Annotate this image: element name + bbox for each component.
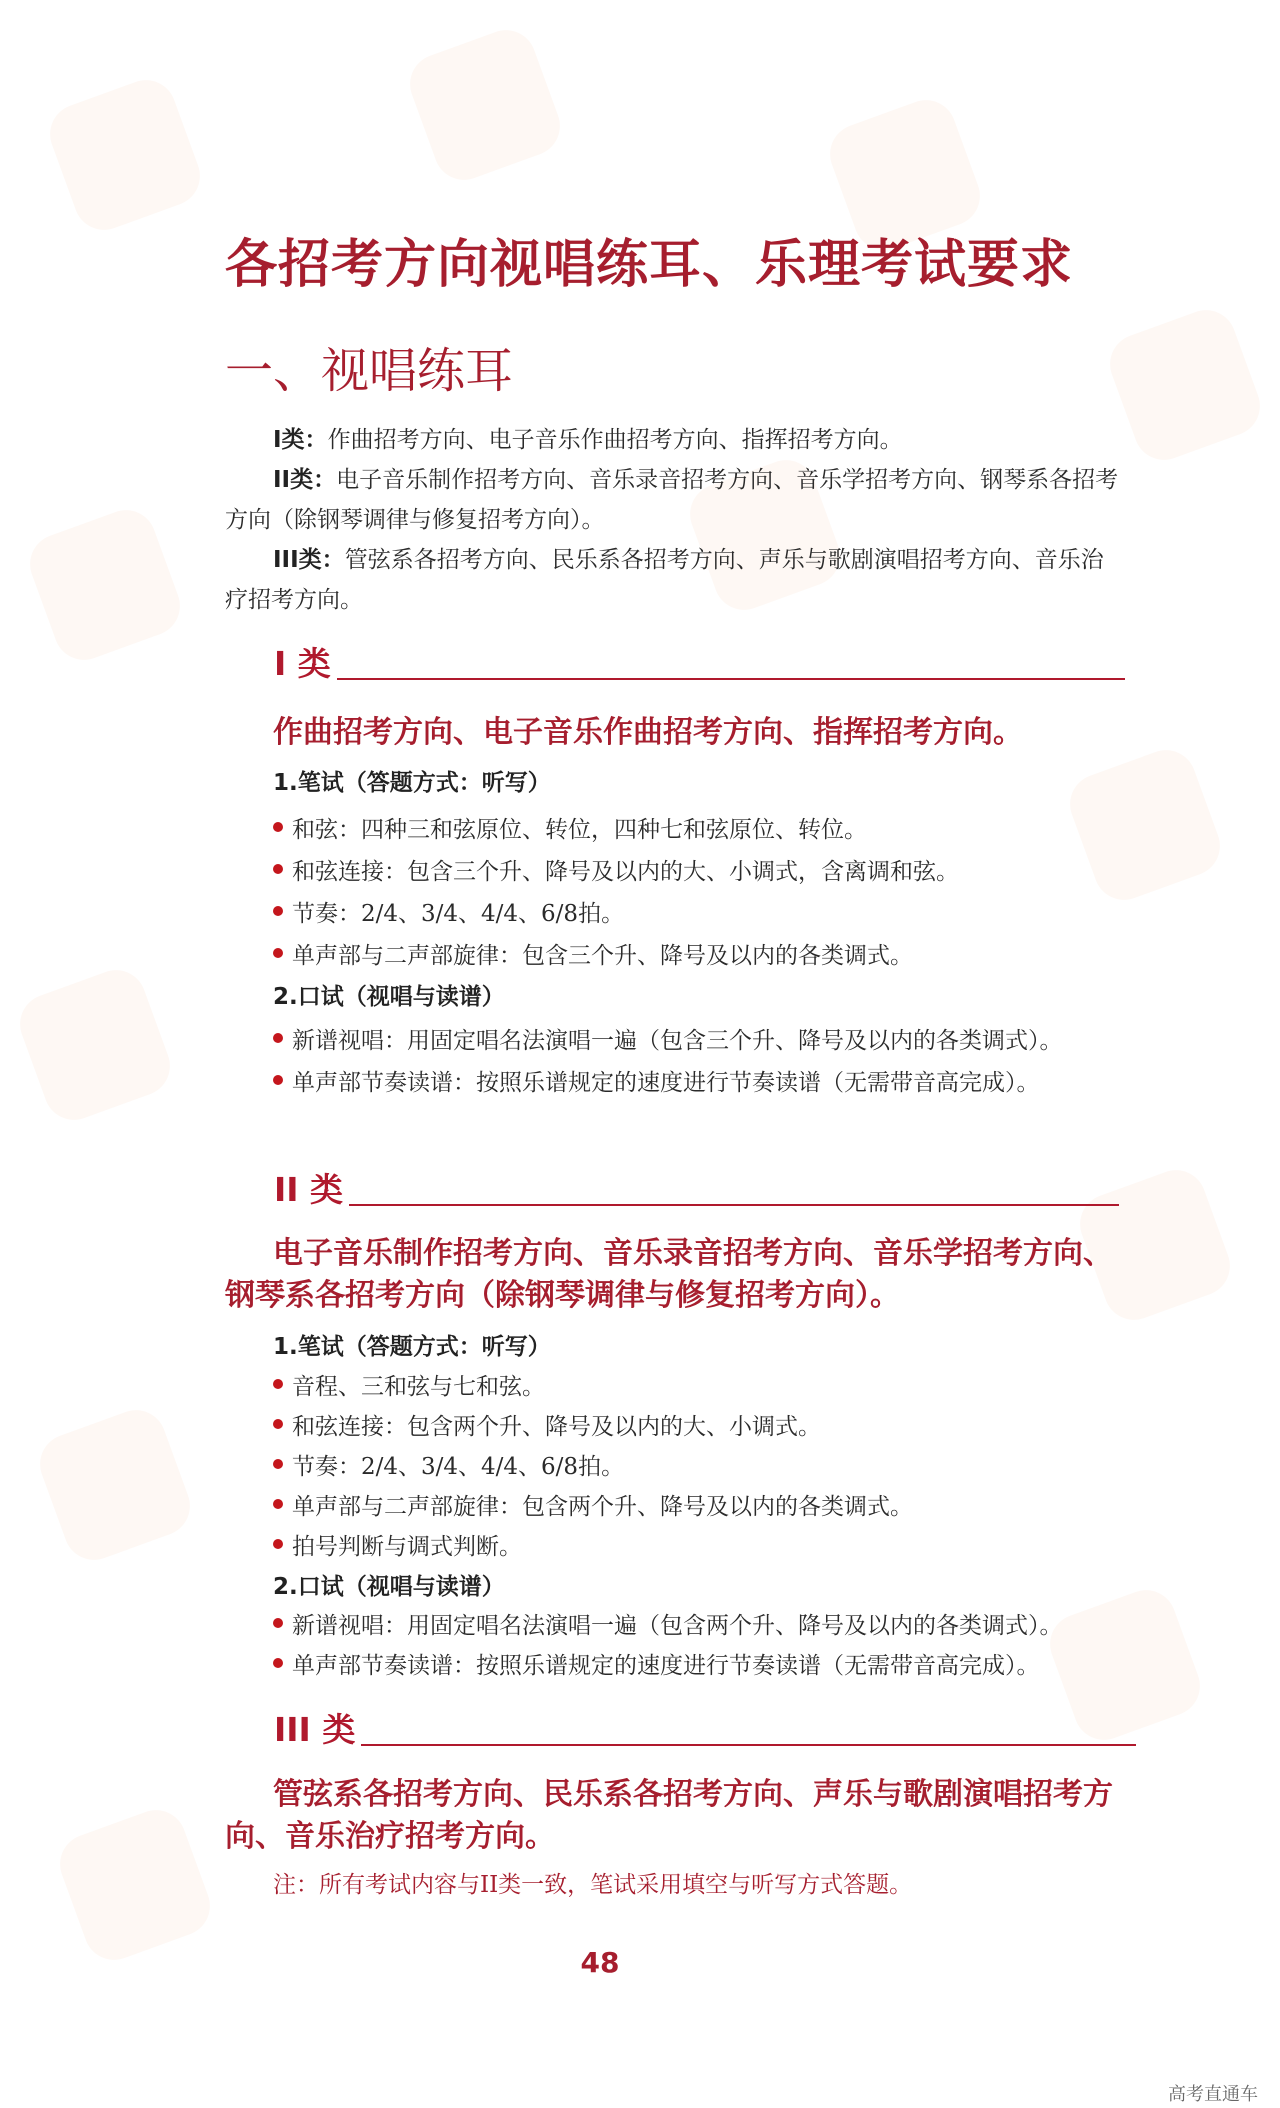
category-1-header	[274, 644, 1125, 684]
list-item: 新谱视唱：用固定唱名法演唱一遍（包含三个升、降号及以内的各类调式）。	[273, 1017, 1063, 1059]
divider	[361, 1744, 1136, 1746]
list-item: 和弦：四种三和弦原位、转位，四种七和弦原位、转位。	[273, 806, 959, 848]
bullet-icon	[273, 1459, 283, 1469]
bullet-icon	[273, 822, 283, 832]
bullet-icon	[273, 906, 283, 916]
category-label: II 类	[274, 1170, 344, 1209]
bullet-icon	[273, 1419, 283, 1429]
oral-exam-title: 2.口试（视唱与读谱）	[273, 984, 505, 1010]
category-intro	[225, 420, 1125, 620]
bullet-icon	[273, 864, 283, 874]
intro-item: II类：电子音乐制作招考方向、音乐录音招考方向、音乐学招考方向、钢琴系各招考方向（除钢琴调律与修复招考方向）。	[225, 467, 1119, 533]
page-number: 48	[580, 1946, 620, 1979]
bullet-icon	[273, 1033, 283, 1043]
list-item: 和弦连接：包含三个升、降号及以内的大、小调式，含离调和弦。	[273, 848, 959, 890]
list-item: 音程、三和弦与七和弦。	[273, 1364, 913, 1404]
list-item: 单声部节奏读谱：按照乐谱规定的速度进行节奏读谱（无需带音高完成）。	[273, 1643, 1063, 1683]
oral-exam-title: 2.口试（视唱与读谱）	[273, 1574, 505, 1600]
list-item: 拍号判断与调式判断。	[273, 1524, 913, 1564]
oral-exam-list	[273, 1017, 1063, 1101]
written-exam-list	[273, 806, 959, 974]
written-exam-title: 1.笔试（答题方式：听写）	[273, 770, 551, 796]
intro-item: I类：作曲招考方向、电子音乐作曲招考方向、指挥招考方向。	[273, 427, 903, 453]
category-heading: 作曲招考方向、电子音乐作曲招考方向、指挥招考方向。	[273, 715, 1023, 750]
bullet-icon	[273, 1539, 283, 1549]
bullet-icon	[273, 948, 283, 958]
footnote: 注：所有考试内容与II类一致，笔试采用填空与听写方式答题。	[273, 1872, 913, 1898]
bullet-icon	[273, 1379, 283, 1389]
bullet-icon	[273, 1075, 283, 1085]
divider	[349, 1204, 1119, 1206]
written-exam-title: 1.笔试（答题方式：听写）	[273, 1334, 551, 1360]
bullet-icon	[273, 1499, 283, 1509]
category-2-header	[274, 1170, 1119, 1210]
watermark-label: 高考直通车	[1168, 2084, 1258, 2105]
section-title: 一、视唱练耳	[225, 343, 514, 399]
list-item: 单声部节奏读谱：按照乐谱规定的速度进行节奏读谱（无需带音高完成）。	[273, 1059, 1063, 1101]
category-label: III 类	[274, 1710, 356, 1749]
category-heading: 管弦系各招考方向、民乐系各招考方向、声乐与歌剧演唱招考方向、音乐治疗招考方向。	[225, 1777, 1113, 1854]
bullet-icon	[273, 1658, 283, 1668]
intro-item: III类：管弦系各招考方向、民乐系各招考方向、声乐与歌剧演唱招考方向、音乐治疗招考方向。	[225, 547, 1104, 613]
category-label: I 类	[274, 644, 331, 683]
page-title: 各招考方向视唱练耳、乐理考试要求	[225, 235, 1074, 295]
written-exam-list	[273, 1364, 913, 1564]
category-heading: 电子音乐制作招考方向、音乐录音招考方向、音乐学招考方向、钢琴系各招考方向（除钢琴调律与修复招考方向）。	[225, 1236, 1113, 1313]
list-item: 节奏：2/4、3/4、4/4、6/8拍。	[273, 890, 959, 932]
oral-exam-list	[273, 1603, 1063, 1683]
list-item: 新谱视唱：用固定唱名法演唱一遍（包含两个升、降号及以内的各类调式）。	[273, 1603, 1063, 1643]
list-item: 节奏：2/4、3/4、4/4、6/8拍。	[273, 1444, 913, 1484]
list-item: 单声部与二声部旋律：包含三个升、降号及以内的各类调式。	[273, 932, 959, 974]
category-3-header	[274, 1710, 1136, 1750]
divider	[337, 678, 1125, 680]
list-item: 和弦连接：包含两个升、降号及以内的大、小调式。	[273, 1404, 913, 1444]
list-item: 单声部与二声部旋律：包含两个升、降号及以内的各类调式。	[273, 1484, 913, 1524]
bullet-icon	[273, 1618, 283, 1628]
